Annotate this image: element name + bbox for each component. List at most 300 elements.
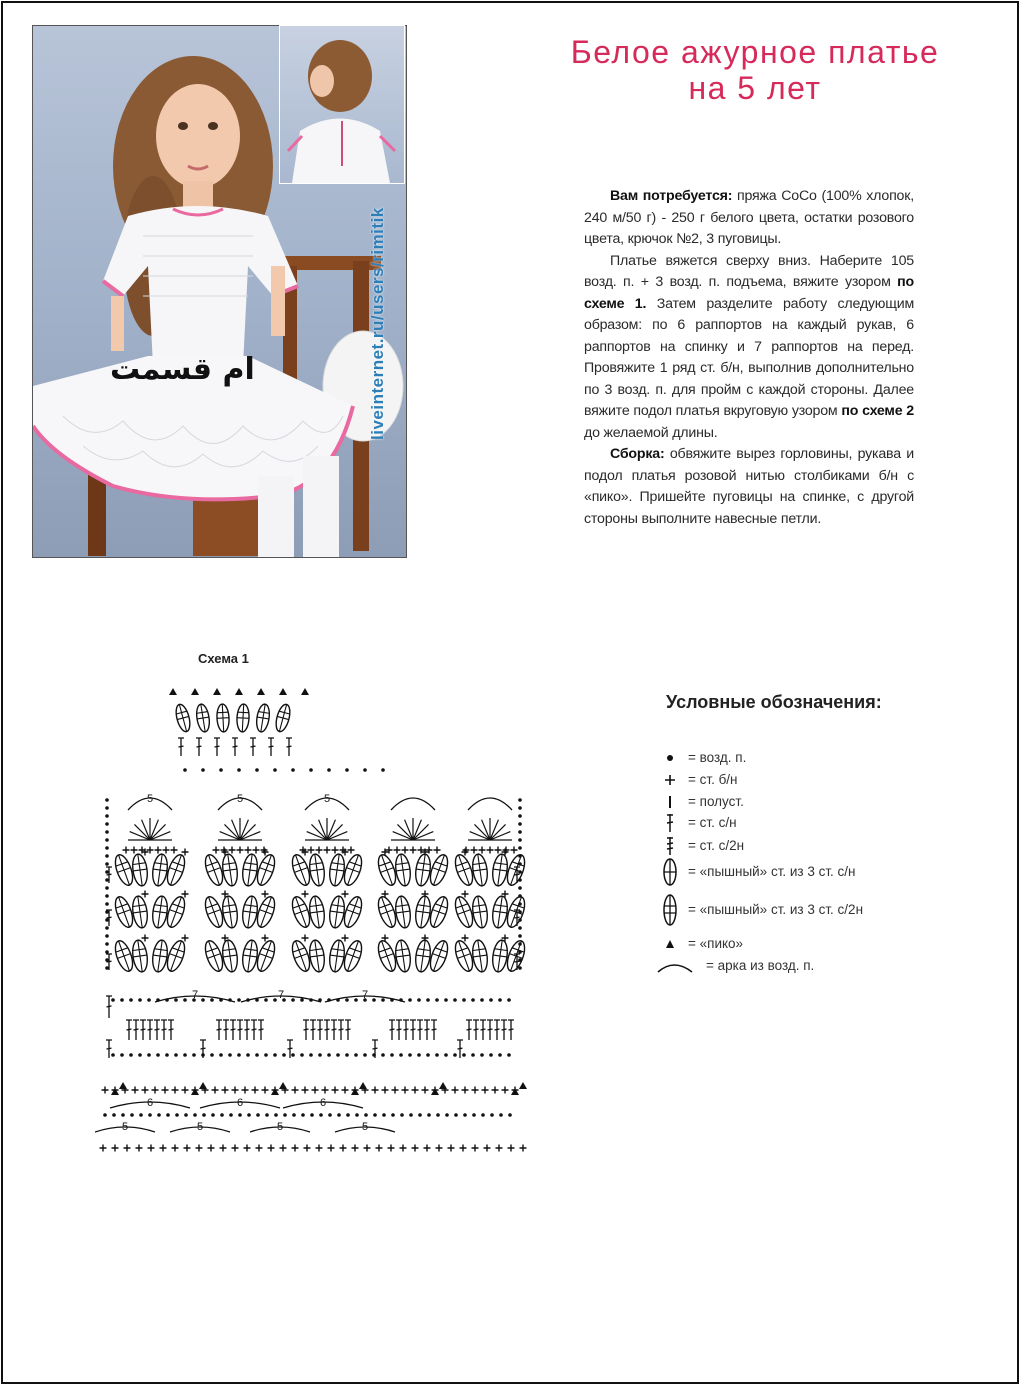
picot-mark: [119, 1082, 127, 1089]
puff-stitch-mark: [308, 895, 326, 929]
arabic-watermark: ام قسمت: [110, 352, 255, 387]
single-crochet-mark: [262, 1087, 269, 1094]
chain-stitch-mark: [105, 814, 109, 818]
scheme-2-ref: по схеме 2: [841, 403, 914, 419]
double-crochet-mark: [345, 1020, 351, 1040]
single-crochet-mark: [482, 1087, 489, 1094]
arch-count-label: 7: [361, 989, 369, 1001]
chain-stitch-mark: [354, 998, 358, 1002]
puff-stitch-mark: [471, 853, 489, 887]
double-crochet-mark: [214, 738, 220, 756]
chain-stitch-mark: [105, 862, 109, 866]
chain-stitch-mark: [175, 1113, 179, 1117]
chain-stitch-mark: [444, 998, 448, 1002]
assembly-heading: Сборка:: [610, 446, 665, 462]
chain-stitch-mark: [310, 1113, 314, 1117]
single-crochet-mark: [316, 847, 323, 854]
legend-item-text: = «пышный» ст. из 3 ст. с/н: [688, 864, 856, 879]
materials-paragraph: [584, 186, 914, 251]
chain-stitch-mark: [210, 998, 214, 1002]
chain-stitch-mark: [166, 1113, 170, 1117]
single-crochet-mark: [316, 1145, 323, 1152]
chain-stitch-mark: [301, 1113, 305, 1117]
materials-text: пряжа CoCo (100% хлопок, 240 м/50 г) - 250 г белого цвета, остатки розового цвета, крючок №2, 3 пуговицы.: [584, 188, 914, 247]
picot-mark: [359, 1082, 367, 1089]
chain-stitch-mark: [129, 998, 133, 1002]
chain-stitch-mark: [426, 998, 430, 1002]
double-crochet-mark: [324, 1020, 330, 1040]
chain-stitch-mark: [292, 1113, 296, 1117]
chain-stitch-mark: [264, 998, 268, 1002]
chain-stitch-mark: [183, 1053, 187, 1057]
chain-stitch-mark: [462, 998, 466, 1002]
picot-mark: [279, 688, 287, 695]
single-crochet-mark: [495, 847, 502, 854]
picot-mark: [301, 688, 309, 695]
double-crochet-mark: [480, 1020, 486, 1040]
chain-stitch-mark: [336, 1053, 340, 1057]
chain-stitch-mark: [481, 1113, 485, 1117]
puff-stitch-mark: [255, 703, 271, 733]
chain-stitch-mark: [364, 1113, 368, 1117]
chain-stitch-mark: [220, 1113, 224, 1117]
chain-stitch-mark: [382, 1113, 386, 1117]
chain-stitch-mark: [472, 1113, 476, 1117]
double-crochet-mark: [303, 1020, 309, 1040]
double-crochet-mark: [168, 1020, 174, 1040]
double-crochet-mark: [154, 1020, 160, 1040]
single-crochet-mark: [324, 847, 331, 854]
double-crochet-mark: [268, 738, 274, 756]
chain-stitch-mark: [105, 918, 109, 922]
single-crochet-mark: [182, 1087, 189, 1094]
method-text-c: до желаемой длины.: [584, 424, 718, 441]
fan-stitch-mark: [240, 824, 256, 840]
double-crochet-mark: [389, 1020, 395, 1040]
single-crochet-mark: [322, 1087, 329, 1094]
puff3-tr-icon: [656, 900, 686, 920]
single-crochet-mark: [123, 847, 130, 854]
single-crochet-mark: [253, 847, 260, 854]
chain-stitch-mark: [480, 998, 484, 1002]
double-crochet-mark: [403, 1020, 409, 1040]
single-crochet-mark: [302, 935, 309, 942]
arch-icon: [656, 956, 686, 976]
single-crochet-mark: [212, 1087, 219, 1094]
legend-item-text: = «пышный» ст. из 3 ст. с/2н: [688, 902, 864, 917]
puff-stitch-mark: [471, 939, 489, 973]
single-crochet-mark: [364, 1145, 371, 1152]
chain-stitch-mark: [237, 1053, 241, 1057]
chain-stitch-mark: [265, 1113, 269, 1117]
chain-stitch-mark: [129, 1053, 133, 1057]
chain-stitch-mark: [327, 1053, 331, 1057]
chain-stitch-mark: [518, 934, 522, 938]
chain-stitch-mark: [202, 1113, 206, 1117]
chain-stitch-mark: [184, 1113, 188, 1117]
single-crochet-mark: [245, 847, 252, 854]
chain-stitch-mark: [408, 998, 412, 1002]
chain-stitch-mark: [507, 1053, 511, 1057]
single-crochet-mark: [148, 1145, 155, 1152]
puff-stitch-mark: [491, 853, 509, 887]
chain-stitch-mark: [130, 1113, 134, 1117]
puff-stitch-mark: [195, 703, 211, 733]
legend-item-text: = арка из возд. п.: [706, 958, 815, 973]
single-crochet-mark: [392, 1087, 399, 1094]
single-crochet-mark: [232, 1145, 239, 1152]
plus-icon: [656, 770, 686, 790]
chain-stitch-mark: [283, 1113, 287, 1117]
chain-stitch-mark: [462, 1053, 466, 1057]
single-crochet-mark: [262, 891, 269, 898]
instructions-text: [584, 186, 914, 530]
double-crochet-mark: [487, 1020, 493, 1040]
chain-stitch-mark: [445, 1113, 449, 1117]
single-crochet-mark: [352, 1145, 359, 1152]
chain-stitch-mark: [518, 822, 522, 826]
picot-mark: [519, 1082, 527, 1089]
chain-stitch-mark: [174, 998, 178, 1002]
chain-stitch-mark: [418, 1113, 422, 1117]
chain-stitch-mark: [372, 998, 376, 1002]
chain-stitch-mark: [518, 846, 522, 850]
puff-stitch-mark: [221, 853, 239, 887]
chain-stitch-mark: [229, 1113, 233, 1117]
chain-stitch-mark: [345, 1053, 349, 1057]
double-crochet-mark: [133, 1020, 139, 1040]
chain-stitch-mark: [193, 1113, 197, 1117]
single-crochet-mark: [372, 1087, 379, 1094]
single-crochet-mark: [412, 1145, 419, 1152]
arch-count-label: 5: [121, 1121, 129, 1133]
single-crochet-mark: [124, 1145, 131, 1152]
chain-stitch-mark: [381, 1053, 385, 1057]
single-crochet-mark: [162, 1087, 169, 1094]
chain-stitch-mark: [156, 1053, 160, 1057]
picot-icon: [656, 934, 686, 954]
chain-stitch-mark: [105, 886, 109, 890]
puff-stitch-mark: [151, 895, 169, 929]
tr-icon: [656, 836, 686, 856]
single-crochet-mark: [102, 1087, 109, 1094]
double-crochet-mark: [230, 1020, 236, 1040]
assembly-text: обвяжите вырез горловины, рукава и подол платья розовой нитью столбиками б/н с «пико». Пришейте пуговицы на спинке, с другой стороны выполните навесные петли.: [584, 446, 914, 527]
single-crochet-mark: [172, 1145, 179, 1152]
chain-stitch-mark: [346, 1113, 350, 1117]
chain-stitch-mark: [247, 1113, 251, 1117]
puff-stitch-mark: [221, 939, 239, 973]
chain-stitch-mark: [489, 1053, 493, 1057]
legend-item-text: = «пико»: [688, 936, 744, 951]
single-crochet-mark: [302, 891, 309, 898]
single-crochet-mark: [462, 891, 469, 898]
chain-stitch-mark: [328, 1113, 332, 1117]
chain-stitch-mark: [436, 1113, 440, 1117]
chain-stitch-mark: [273, 768, 277, 772]
chain-stitch-mark: [147, 998, 151, 1002]
single-crochet-mark: [213, 847, 220, 854]
puff-stitch-mark: [216, 704, 229, 733]
chain-stitch-mark: [291, 768, 295, 772]
single-crochet-mark: [492, 1087, 499, 1094]
title-line-2: на 5 лет: [688, 70, 822, 106]
chain-stitch-mark: [518, 806, 522, 810]
single-crochet-mark: [182, 849, 189, 856]
single-crochet-mark: [436, 1145, 443, 1152]
chain-stitch-mark: [105, 838, 109, 842]
double-crochet-mark: [473, 1020, 479, 1040]
single-crochet-mark: [412, 1087, 419, 1094]
chain-stitch-mark: [518, 886, 522, 890]
arch-mark: [468, 798, 512, 810]
puff-stitch-mark: [151, 939, 169, 973]
chain-stitch-mark: [373, 1113, 377, 1117]
chain-stitch-mark: [111, 1053, 115, 1057]
chain-stitch-mark: [417, 1053, 421, 1057]
double-crochet-mark: [140, 1020, 146, 1040]
double-crochet-mark: [338, 1020, 344, 1040]
double-crochet-mark: [147, 1020, 153, 1040]
single-crochet-mark: [340, 1145, 347, 1152]
single-crochet-mark: [376, 1145, 383, 1152]
arch-count-label: 5: [236, 793, 244, 805]
single-crochet-mark: [184, 1145, 191, 1152]
fan-stitch-mark: [490, 824, 506, 840]
puff-stitch-mark: [174, 703, 193, 733]
puff-stitch-mark: [394, 853, 412, 887]
single-crochet-mark: [232, 1087, 239, 1094]
fan-stitch-mark: [224, 824, 240, 840]
arch-count-label: 7: [191, 989, 199, 1001]
picot-mark: [257, 688, 265, 695]
picot-mark: [235, 688, 243, 695]
chain-stitch-mark: [454, 1113, 458, 1117]
chain-stitch-mark: [390, 1053, 394, 1057]
chain-stitch-mark: [345, 998, 349, 1002]
puff-stitch-mark: [131, 853, 149, 887]
crochet-scheme-diagram: [95, 670, 535, 1160]
picot-mark: [199, 1082, 207, 1089]
single-crochet-mark: [342, 935, 349, 942]
chain-stitch-mark: [174, 1053, 178, 1057]
chain-stitch-mark: [120, 1053, 124, 1057]
puff-stitch-mark: [414, 853, 432, 887]
picot-mark: [191, 688, 199, 695]
double-crochet-mark: [457, 1040, 463, 1058]
chain-stitch-mark: [105, 854, 109, 858]
arch-mark: [391, 798, 435, 810]
chain-stitch-mark: [264, 1053, 268, 1057]
arch-count-label: 6: [319, 1097, 327, 1109]
legend-item-text: = ст. с/2н: [688, 838, 745, 853]
single-crochet-mark: [160, 1145, 167, 1152]
single-crochet-mark: [479, 847, 486, 854]
arch-count-label: 5: [323, 793, 331, 805]
chain-stitch-mark: [355, 1113, 359, 1117]
chain-stitch-mark: [345, 768, 349, 772]
single-crochet-mark: [237, 847, 244, 854]
double-crochet-mark: [331, 1020, 337, 1040]
single-crochet-mark: [452, 1087, 459, 1094]
double-crochet-mark: [258, 1020, 264, 1040]
chain-stitch-mark: [309, 768, 313, 772]
fan-stitch-mark: [397, 824, 413, 840]
legend-item-text: = ст. с/н: [688, 815, 737, 830]
legend-title: Условные обозначения:: [666, 692, 882, 712]
single-crochet-mark: [402, 847, 409, 854]
puff-stitch-mark: [241, 853, 259, 887]
method-text-a: Платье вяжется сверху вниз. Наберите 105 возд. п. + 3 возд. п. подъема, вяжите узором: [584, 252, 914, 290]
single-crochet-mark: [502, 1087, 509, 1094]
single-crochet-mark: [256, 1145, 263, 1152]
chain-stitch-mark: [291, 998, 295, 1002]
chain-stitch-mark: [255, 768, 259, 772]
chain-stitch-mark: [105, 942, 109, 946]
chain-stitch-mark: [228, 1053, 232, 1057]
puff-stitch-mark: [394, 939, 412, 973]
single-crochet-mark: [182, 891, 189, 898]
double-crochet-mark: [232, 738, 238, 756]
chain-stitch-mark: [391, 1113, 395, 1117]
double-crochet-mark: [417, 1020, 423, 1040]
double-crochet-mark: [310, 1020, 316, 1040]
chain-stitch-mark: [138, 1053, 142, 1057]
fan-stitch-mark: [134, 824, 150, 840]
chain-stitch-mark: [105, 798, 109, 802]
double-crochet-mark: [466, 1020, 472, 1040]
arch-count-label: 6: [146, 1097, 154, 1109]
single-crochet-mark: [388, 1145, 395, 1152]
scheme-1-ref: по схеме 1.: [584, 274, 914, 312]
chain-stitch-mark: [291, 1053, 295, 1057]
fan-stitch-mark: [474, 824, 490, 840]
chain-stitch-mark: [354, 1053, 358, 1057]
single-crochet-mark: [424, 1145, 431, 1152]
chain-stitch-mark: [105, 894, 109, 898]
double-crochet-mark: [200, 1040, 206, 1058]
chain-stitch-mark: [337, 1113, 341, 1117]
single-crochet-mark: [220, 1145, 227, 1152]
single-crochet-mark: [132, 1087, 139, 1094]
chain-stitch-mark: [274, 1113, 278, 1117]
puff3-dc-icon: [656, 862, 686, 882]
chain-stitch-mark: [518, 830, 522, 834]
legend-item-text: = возд. п.: [688, 750, 747, 765]
single-crochet-mark: [142, 1087, 149, 1094]
chain-stitch-mark: [309, 1053, 313, 1057]
chain-stitch-mark: [518, 814, 522, 818]
puff-stitch-mark: [414, 939, 432, 973]
chain-stitch-mark: [381, 768, 385, 772]
bar-icon: [656, 792, 686, 812]
single-crochet-mark: [472, 1087, 479, 1094]
chain-stitch-mark: [255, 1053, 259, 1057]
single-crochet-mark: [171, 847, 178, 854]
puff-stitch-mark: [131, 939, 149, 973]
chain-stitch-mark: [105, 950, 109, 954]
single-crochet-mark: [163, 847, 170, 854]
single-crochet-mark: [328, 1145, 335, 1152]
materials-heading: Вам потребуется:: [610, 188, 733, 204]
single-crochet-mark: [131, 847, 138, 854]
chain-stitch-mark: [105, 830, 109, 834]
chain-stitch-mark: [120, 998, 124, 1002]
puff-stitch-mark: [151, 853, 169, 887]
chain-stitch-mark: [105, 822, 109, 826]
chain-stitch-mark: [219, 1053, 223, 1057]
fan-stitch-mark: [413, 824, 429, 840]
chain-stitch-mark: [453, 1053, 457, 1057]
chain-stitch-mark: [103, 1113, 107, 1117]
chain-stitch-mark: [435, 998, 439, 1002]
chain-stitch-mark: [210, 1053, 214, 1057]
double-crochet-mark: [431, 1020, 437, 1040]
legend-item-text: = ст. б/н: [688, 772, 738, 787]
double-crochet-mark: [161, 1020, 167, 1040]
chain-stitch-mark: [121, 1113, 125, 1117]
double-crochet-mark: [251, 1020, 257, 1040]
puff-stitch-mark: [308, 939, 326, 973]
picot-mark: [213, 688, 221, 695]
single-crochet-mark: [348, 847, 355, 854]
single-crochet-mark: [487, 847, 494, 854]
double-crochet-mark: [396, 1020, 402, 1040]
single-crochet-mark: [136, 1145, 143, 1152]
chain-stitch-mark: [201, 768, 205, 772]
chain-stitch-mark: [498, 1053, 502, 1057]
method-paragraph: [584, 251, 914, 445]
arch-count-label: 5: [276, 1121, 284, 1133]
chain-stitch-mark: [183, 768, 187, 772]
chain-stitch-mark: [319, 1113, 323, 1117]
single-crochet-mark: [460, 1145, 467, 1152]
single-crochet-mark: [484, 1145, 491, 1152]
single-crochet-mark: [280, 1145, 287, 1152]
chain-stitch-mark: [453, 998, 457, 1002]
puff-stitch-mark: [221, 895, 239, 929]
legend-item-text: = полуст.: [688, 794, 744, 809]
double-crochet-mark: [244, 1020, 250, 1040]
single-crochet-mark: [222, 1087, 229, 1094]
single-crochet-mark: [342, 891, 349, 898]
single-crochet-mark: [268, 1145, 275, 1152]
double-crochet-mark: [317, 1020, 323, 1040]
double-crochet-mark: [494, 1020, 500, 1040]
chain-stitch-mark: [273, 1053, 277, 1057]
chain-stitch-mark: [427, 1113, 431, 1117]
dc-icon: [656, 813, 686, 833]
chain-stitch-mark: [490, 1113, 494, 1117]
single-crochet-mark: [229, 847, 236, 854]
double-crochet-mark: [508, 1020, 514, 1040]
single-crochet-mark: [462, 1087, 469, 1094]
puff-stitch-mark: [274, 703, 293, 733]
single-crochet-mark: [142, 891, 149, 898]
chain-stitch-mark: [237, 998, 241, 1002]
single-crochet-mark: [308, 847, 315, 854]
arch-count-label: 5: [146, 793, 154, 805]
double-crochet-mark: [106, 996, 112, 1018]
chain-stitch-mark: [426, 1053, 430, 1057]
puff-stitch-mark: [491, 895, 509, 929]
single-crochet-mark: [252, 1087, 259, 1094]
chain-stitch-mark: [381, 998, 385, 1002]
single-crochet-mark: [472, 1145, 479, 1152]
chain-stitch-mark: [327, 768, 331, 772]
chain-stitch-mark: [318, 1053, 322, 1057]
single-crochet-mark: [112, 1145, 119, 1152]
